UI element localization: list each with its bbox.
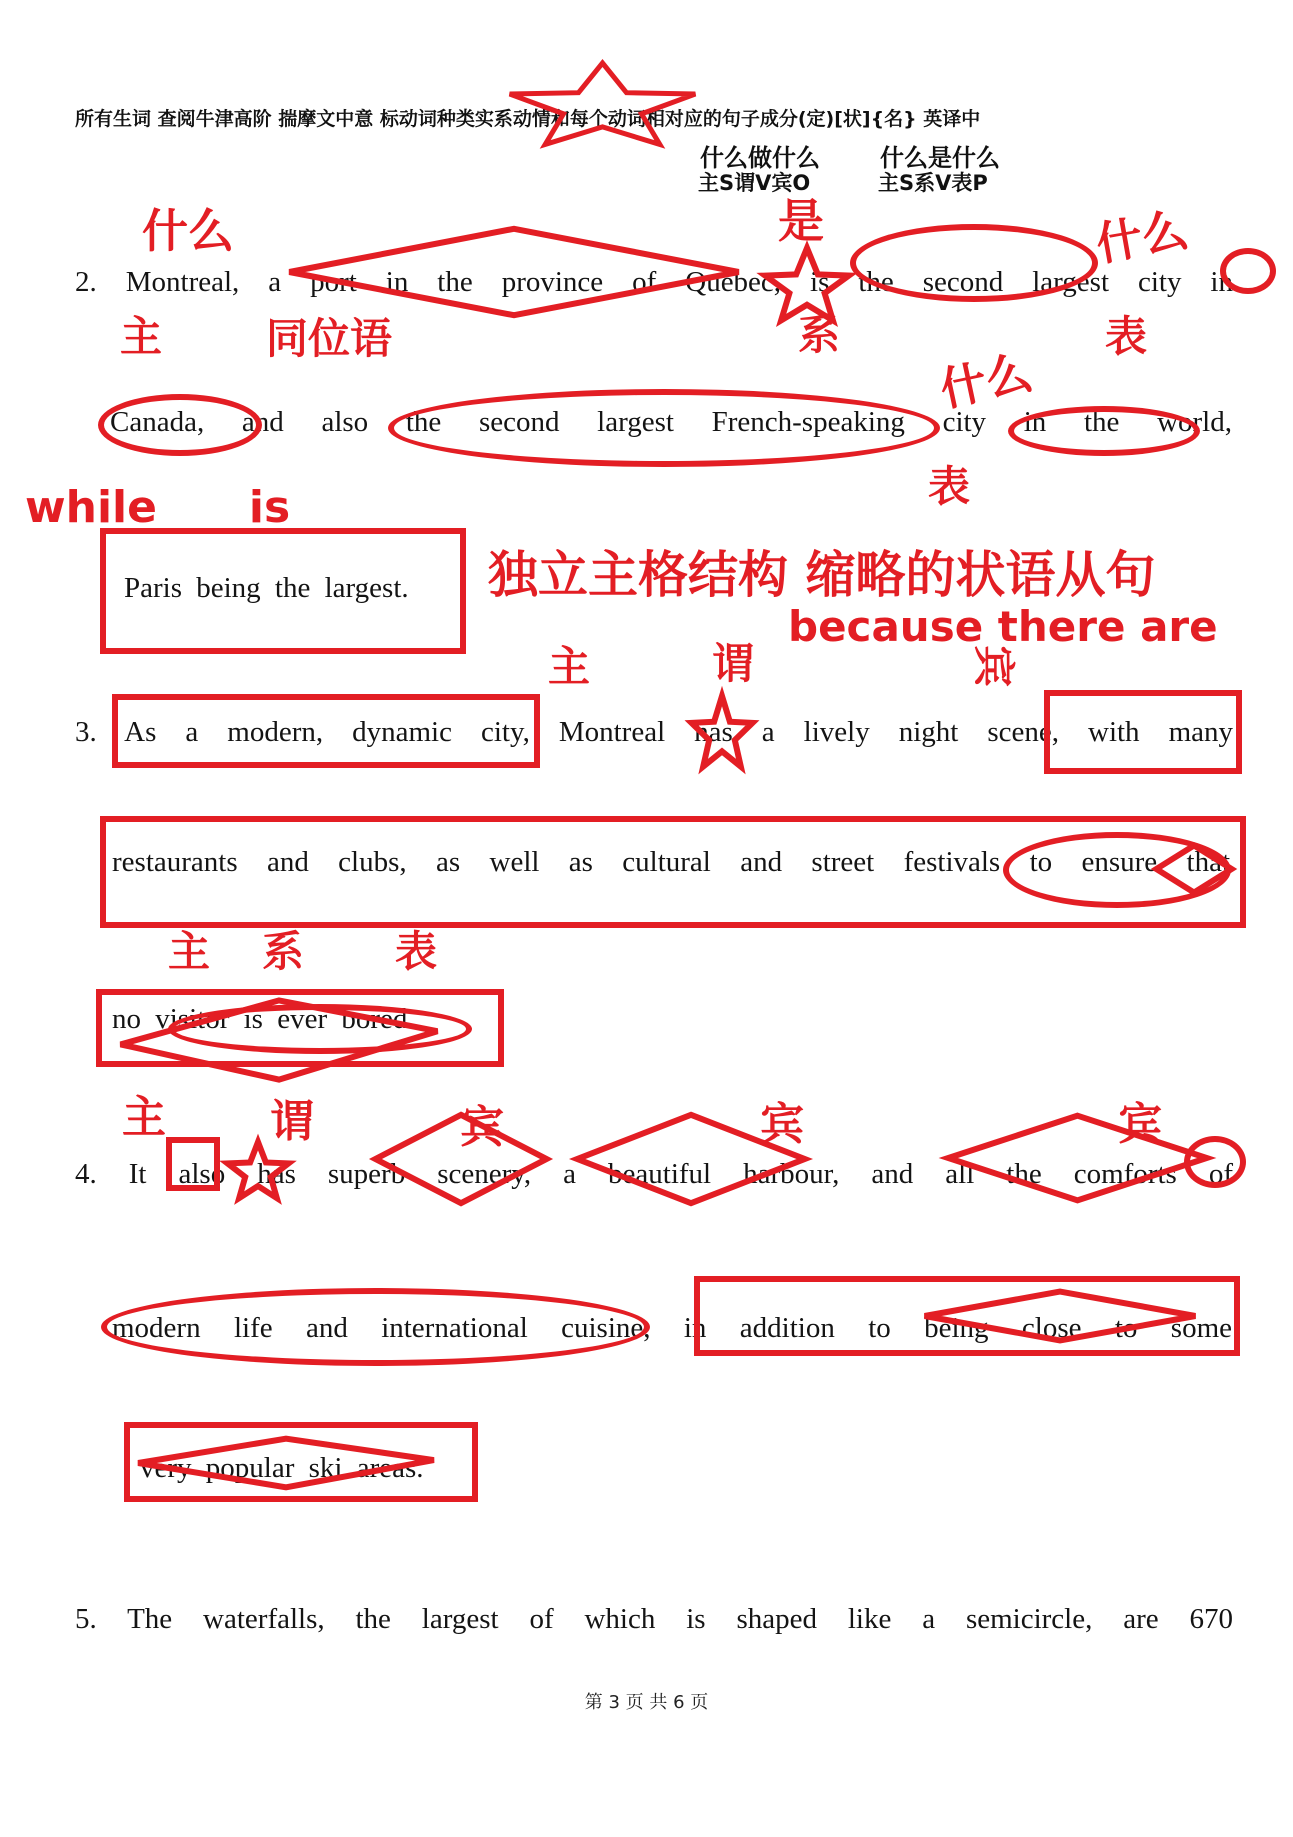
box-annotation-as-modern-city: [112, 694, 540, 768]
annotation-predicative-3: 表: [395, 927, 438, 976]
sentence-4-line-3: very popular ski areas.: [140, 1452, 424, 1484]
annotation-what-3: 什么: [935, 345, 1037, 417]
star-annotation-has-s4: [226, 1142, 290, 1204]
sentence-4-line-1: 4. It also has superb scenery, a beautiful harbour, and all the comforts of: [75, 1158, 1233, 1190]
diamond-annotation-being-close: [916, 1290, 1204, 1342]
ellipse-annotation-second-largest: [850, 224, 1098, 302]
header-what-does-what: 什么做什么: [700, 144, 820, 172]
diamond-annotation-no-visitor: [114, 996, 444, 1084]
annotation-subject-3: 主: [168, 927, 211, 976]
ellipse-annotation-the-world: [1008, 406, 1200, 456]
sentence-5-line-1: 5. The waterfalls, the largest of which is shaped like a semicircle, are 670: [75, 1603, 1233, 1635]
diamond-annotation-appositive: [275, 226, 753, 318]
annotation-predicate-2: 谓: [270, 1096, 314, 1147]
annotation-object-2: 宾: [460, 1102, 504, 1153]
annotation-absolute-construction: 独立主格结构 缩略的状语从句: [488, 546, 1156, 604]
header-what-is-what: 什么是什么: [880, 144, 1000, 172]
circle-annotation-of: [1184, 1136, 1246, 1188]
annotation-while-is: while is: [25, 482, 291, 533]
annotation-predicative-1: 表: [1105, 312, 1148, 361]
annotation-object-1: 宾: [969, 644, 1019, 688]
ellipse-annotation-cuisine: [101, 1288, 650, 1366]
header-svo-formula: 主S谓V宾O: [698, 171, 811, 195]
star-annotation-has-s3: [690, 696, 754, 774]
annotation-object-3: 宾: [760, 1099, 804, 1150]
diamond-annotation-all-the-comforts: [940, 1113, 1215, 1203]
header-instructions: 所有生词 查阅牛津高阶 揣摩文中意 标动词种类实系动情和每个动词相对应的句子成分(定)[状]{名} 英译中: [75, 108, 981, 130]
box-annotation-with-many: [1044, 690, 1242, 774]
annotation-predicate-1: 谓: [712, 639, 755, 688]
diamond-annotation-that: [1154, 844, 1234, 894]
annotation-subject-2: 主: [548, 642, 591, 691]
sentence-3-line-1: 3. As a modern, dynamic city, Montreal has a lively night scene, with many: [75, 716, 1233, 748]
sentence-2-line-2: Canada, and also the second largest French-speaking city in the world,: [110, 406, 1232, 438]
sentence-2-line-3: Paris being the largest.: [124, 572, 409, 604]
header-svp-formula: 主S系V表P: [878, 171, 988, 195]
annotation-linking-1: 系: [798, 310, 841, 359]
annotation-subject-1: 主: [120, 312, 163, 361]
annotation-shi: 是: [778, 194, 824, 248]
ellipse-annotation-french-speaking: [388, 389, 940, 467]
annotation-because-there-are: because there are: [788, 602, 1218, 651]
box-annotation-also: [166, 1137, 220, 1191]
annotation-linking-2: 系: [262, 927, 305, 976]
page-number: 第 3 页 共 6 页: [584, 1692, 709, 1713]
diamond-annotation-superb-scenery: [370, 1112, 552, 1206]
annotation-subject-4: 主: [122, 1092, 166, 1143]
sentence-3-line-2: restaurants and clubs, as well as cultural and street festivals to ensure that: [112, 846, 1230, 878]
sentence-2-line-1: 2. Montreal, a port in the province of Quebec, is the second largest city in: [75, 266, 1233, 298]
diamond-annotation-very-popular: [132, 1434, 440, 1492]
annotation-appositive: 同位语: [266, 314, 393, 363]
circle-annotation-in: [1220, 248, 1276, 294]
star-annotation-header: [505, 63, 700, 153]
ellipse-annotation-canada: [98, 394, 262, 456]
annotation-what-2: 什么: [1092, 202, 1192, 272]
annotation-what-1: 什么: [142, 204, 234, 258]
annotation-predicative-2: 表: [928, 462, 971, 511]
sentence-4-line-2: modern life and international cuisine, in addition to being close to some: [112, 1312, 1232, 1344]
diamond-annotation-beautiful-harbour: [570, 1112, 812, 1206]
annotation-object-4: 宾: [1118, 1099, 1162, 1150]
sentence-3-line-3: no visitor is ever bored.: [112, 1003, 415, 1035]
